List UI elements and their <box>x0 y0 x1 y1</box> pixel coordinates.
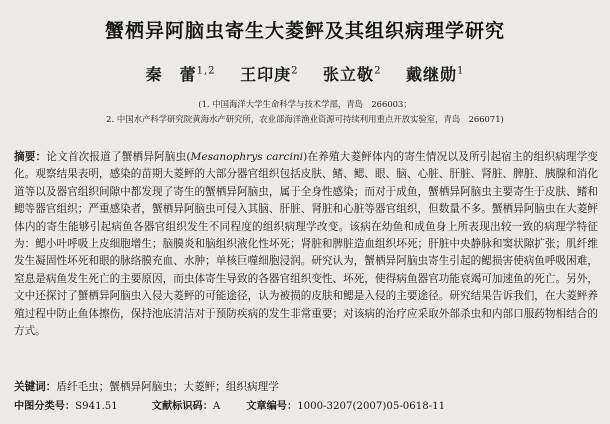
author <box>240 65 298 84</box>
paper-title: 蟹栖异阿脑虫寄生大菱鲆及其组织病理学研究 <box>104 20 505 42</box>
author <box>146 65 216 84</box>
affiliation-2: 2. 中国水产科学研究院黄海水产研究所，农业部海洋渔业资源可持续利用重点开放实验室，青岛 266071) <box>106 114 504 124</box>
abstract-text-part-2: )在养殖大菱鲆体内的寄生情况以及所引起宿主的组织病理学变化。观察结果表明，感染的苗期大菱鲆的大部分器官组织包括皮肤、鳍、鳃、眼、脑、心脏、肝脏、肾脏、脾脏、胰腺和消化道等以及器官组织间隙中都发现了寄生的蟹栖异阿脑虫，属于全身性感染；而对于成鱼，蟹栖异阿脑虫主要寄生于皮肤、鳍和鳃等器官组织；严重感染者，蟹栖异阿脑虫可侵入其脑、肝脏、肾脏和心脏等器官组织，但数量不多。蟹栖异阿脑虫在大菱鲆体内的寄生能够引起病鱼各器官组织发生不同程度的组织病理学改变。该病在幼鱼和成鱼身上所表现出较一致的病理学特征为：鳃小叶呼吸上皮细胞增生；脑膜炎和脑组织液化性坏死；肾脏和脾脏造血组织坏死；肝脏中央静脉和窦状隙扩张；肌纤维发生凝固性坏死和眼的脉络膜充血、水肿；单核巨噬细胞浸润。研究认为，蟹栖异阿脑虫寄生引起的鳃损害使病鱼呼吸困难，窒息是病鱼发生死亡的主要原因，而虫体寄生导致的各器官组织变性、坏死，使得病鱼器官功能衰竭可加速鱼的死亡。另外，文中还探讨了蟹栖异阿脑虫入侵大菱鲆的可能途径，认为被损的皮肤和鳃是入侵的主要途径。研究结果告诉我们，在大菱鲆养殖过程中防止鱼体擦伤，保持池底清洁对于预防疾病的发生非常重要；对该病的治疗应采取外部杀虫和内部口服药物相结合的方式。 <box>14 151 599 338</box>
article-number-label: 文章编号： <box>246 401 298 412</box>
classification-row <box>14 397 604 412</box>
clc-label: 中图分类号： <box>14 401 76 412</box>
author-name: 张立敬 <box>323 65 375 84</box>
author-affiliation-mark: 1 <box>457 65 465 77</box>
keywords-text: 盾纤毛虫；蟹栖异阿脑虫；大菱鲆；组织病理学 <box>56 381 279 393</box>
author <box>323 65 381 84</box>
abstract-text-part-1: 论文首次报道了蟹栖异阿脑虫( <box>46 151 191 163</box>
abstract-latin-name: Mesanophrys carcini <box>190 151 304 163</box>
author <box>406 65 464 84</box>
abstract <box>14 149 598 340</box>
author-name: 戴继勋 <box>406 65 458 84</box>
author-name: 秦 蕾 <box>145 65 197 84</box>
keywords <box>14 379 598 394</box>
doc-code-value: A <box>212 401 221 412</box>
article-number-value: 1000-3207(2007)05-0618-11 <box>297 401 446 412</box>
clc-value: S941.51 <box>75 401 118 412</box>
author-name: 王印庚 <box>240 65 292 84</box>
author-affiliation-mark: 2 <box>374 65 382 77</box>
abstract-label: 摘要： <box>14 151 47 163</box>
keywords-label: 关键词： <box>14 381 57 393</box>
author-list <box>0 62 610 85</box>
affiliation-1: (1. 中国海洋大学生命科学与技术学部，青岛 266003； <box>198 99 412 109</box>
doc-code-label: 文献标识码： <box>151 401 213 412</box>
author-affiliation-mark: 1,2 <box>196 65 216 77</box>
author-affiliation-mark: 2 <box>291 65 299 77</box>
